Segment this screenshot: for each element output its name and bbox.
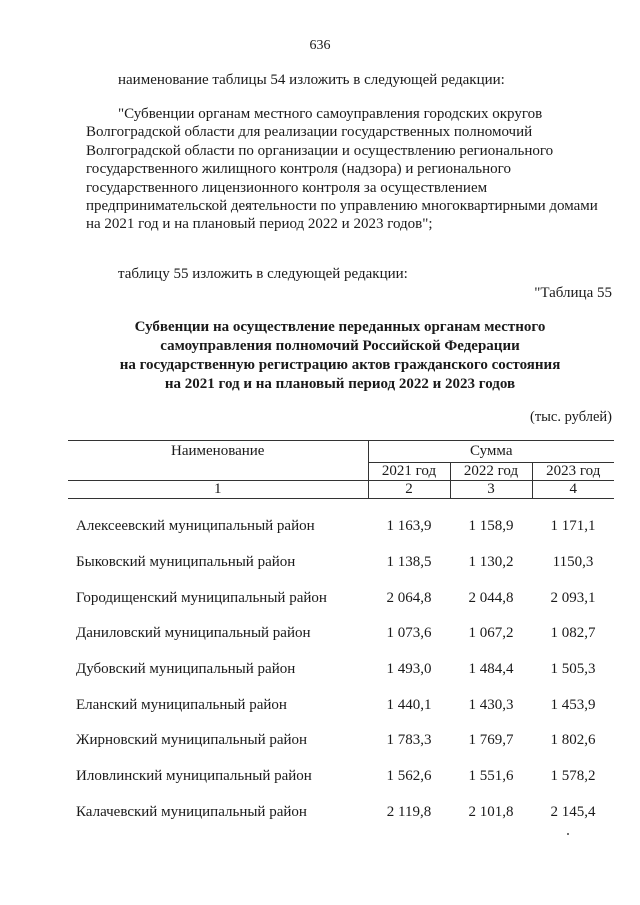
quote-line: Волгоградской области по организации и осуществлению регионального [86, 142, 554, 159]
column-number: 1 [68, 481, 368, 499]
quote-line: государственного жилищного контроля (надзора) и регионального [86, 161, 511, 178]
header-name: Наименование [68, 441, 368, 481]
value-2023: 1 171,1 [550, 518, 596, 535]
value-2021: 1 440,1 [386, 696, 432, 713]
value-2022: 2 101,8 [468, 803, 514, 820]
table-row [68, 580, 614, 616]
value-2021: 2 064,8 [386, 589, 432, 606]
district-name: Калачевский муниципальный район [76, 803, 307, 820]
district-name: Быковский муниципальный район [76, 554, 296, 571]
table-row [68, 759, 614, 795]
value-2021: 1 138,5 [386, 554, 432, 571]
header-year-2022: 2022 год [450, 463, 532, 481]
value-2022: 1 551,6 [468, 768, 514, 785]
intro-paragraph: наименование таблицы 54 изложить в следующей редакции: [118, 72, 505, 88]
value-2023: 2 145,4 [550, 803, 596, 820]
value-2022: 1 067,2 [468, 625, 514, 642]
value-2023: 1 082,7 [550, 625, 596, 642]
value-2021: 1 163,9 [386, 518, 432, 535]
value-2023: 1 802,6 [550, 732, 596, 749]
quote-line: "Субвенции органам местного самоуправления городских округов [118, 106, 543, 122]
header-year-2023: 2023 год [532, 463, 614, 481]
table-row [68, 616, 614, 652]
table-row [68, 723, 614, 759]
district-name: Еланский муниципальный район [76, 696, 287, 713]
value-2021: 1 783,3 [386, 732, 432, 749]
second-paragraph: таблицу 55 изложить в следующей редакции: [118, 266, 408, 282]
value-2022: 1 484,4 [468, 661, 514, 678]
table-title [60, 318, 620, 394]
district-name: Жирновский муниципальный район [76, 732, 308, 749]
table-row [68, 545, 614, 581]
quoted-table-name [86, 105, 610, 234]
district-name: Алексеевский муниципальный район [76, 518, 315, 535]
table-row [68, 795, 614, 831]
table-row [68, 687, 614, 723]
table-reference: "Таблица 55 [534, 285, 612, 301]
value-2022: 1 130,2 [468, 554, 514, 571]
district-name: Иловлинский муниципальный район [76, 768, 312, 785]
units-label: (тыс. рублей) [530, 409, 612, 425]
header-sum: Сумма [368, 441, 614, 463]
value-2022: 1 769,7 [468, 732, 514, 749]
district-name: Даниловский муниципальный район [76, 625, 311, 642]
subsidies-table [68, 440, 614, 830]
value-2023: 1 505,3 [550, 661, 596, 678]
quote-line: Волгоградской области для реализации государственных полномочий [86, 124, 533, 141]
value-2021: 1 493,0 [386, 661, 432, 678]
value-2022: 1 430,3 [468, 696, 514, 713]
quote-line: государственного лицензионного контроля за осуществлением [86, 179, 488, 196]
column-number: 3 [450, 481, 532, 499]
title-line: самоуправления полномочий Российской Федерации [160, 338, 520, 354]
table-row [68, 509, 614, 545]
title-line: на 2021 год и на плановый период 2022 и 2023 годов [164, 376, 516, 392]
value-2023: 1 578,2 [550, 768, 596, 785]
table-row [68, 652, 614, 688]
value-2021: 1 073,6 [386, 625, 432, 642]
quote-line: на 2021 год и на плановый период 2022 и 2023 годов"; [86, 216, 433, 233]
title-line: Субвенции на осуществление переданных органам местного [134, 319, 546, 335]
column-number: 4 [532, 481, 614, 499]
value-2022: 2 044,8 [468, 589, 514, 606]
value-2023: 2 093,1 [550, 589, 596, 606]
value-2023: 1 453,9 [550, 696, 596, 713]
value-2021: 2 119,8 [386, 803, 432, 820]
header-year-2021: 2021 год [368, 463, 450, 481]
value-2022: 1 158,9 [468, 518, 514, 535]
value-2023: 1150,3 [552, 554, 594, 571]
scan-speck [567, 833, 569, 835]
column-number: 2 [368, 481, 450, 499]
district-name: Городищенский муниципальный район [76, 589, 327, 606]
quote-line: предпринимательской деятельности по управлению многоквартирными домами [86, 198, 598, 215]
district-name: Дубовский муниципальный район [76, 661, 296, 678]
page-number: 636 [309, 38, 331, 53]
value-2021: 1 562,6 [386, 768, 432, 785]
title-line: на государственную регистрацию актов гражданского состояния [119, 357, 561, 373]
